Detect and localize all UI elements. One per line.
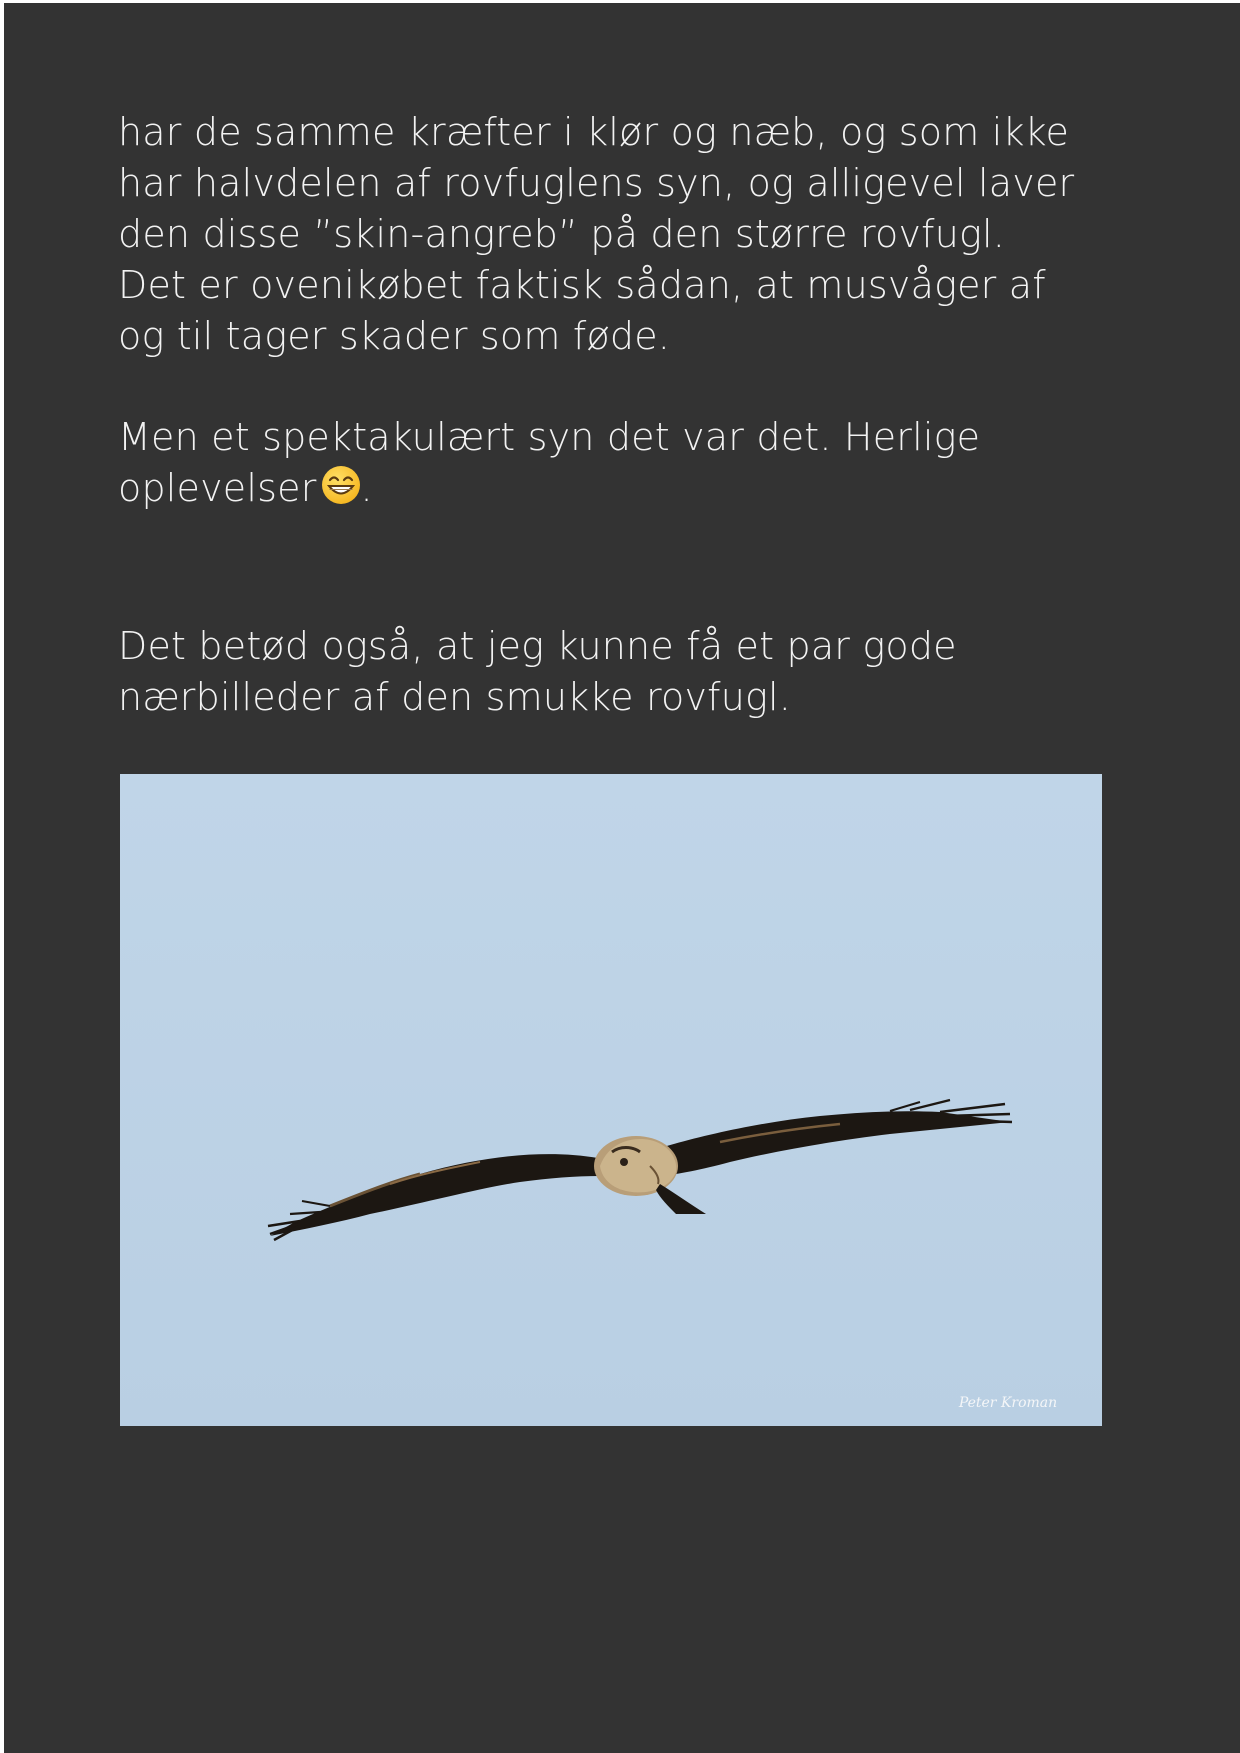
paragraph-2	[118, 412, 1128, 514]
raptor-photo	[120, 774, 1102, 1426]
watermark: Peter Kroman	[958, 1395, 1058, 1411]
text-fragment: .	[360, 466, 373, 510]
paragraph-3	[118, 621, 1128, 723]
grinning-face-icon	[321, 465, 361, 505]
text-line: har de samme kræfter i klør og næb, og som ikke	[118, 110, 1070, 154]
text-line: har halvdelen af rovfuglens syn, og alligevel laver	[118, 161, 1075, 205]
paragraph-1	[118, 107, 1128, 362]
text-line: og til tager skader som føde.	[118, 314, 671, 358]
watermark-logo	[958, 1395, 1057, 1411]
soaring-raptor-illustration	[120, 774, 1102, 1426]
text-line: Men et spektakulært syn det var det. Herlige	[118, 415, 981, 459]
text-line	[118, 463, 1128, 514]
text-line: Det betød også, at jeg kunne få et par gode	[118, 624, 957, 668]
text-line: Det er ovenikøbet faktisk sådan, at musvåger af	[118, 263, 1046, 307]
text-fragment: oplevelser	[118, 466, 317, 510]
text-line: den disse ”skin-angreb” på den større rovfugl.	[118, 212, 1006, 256]
page	[4, 3, 1240, 1753]
text-line: nærbilleder af den smukke rovfugl.	[118, 675, 792, 719]
